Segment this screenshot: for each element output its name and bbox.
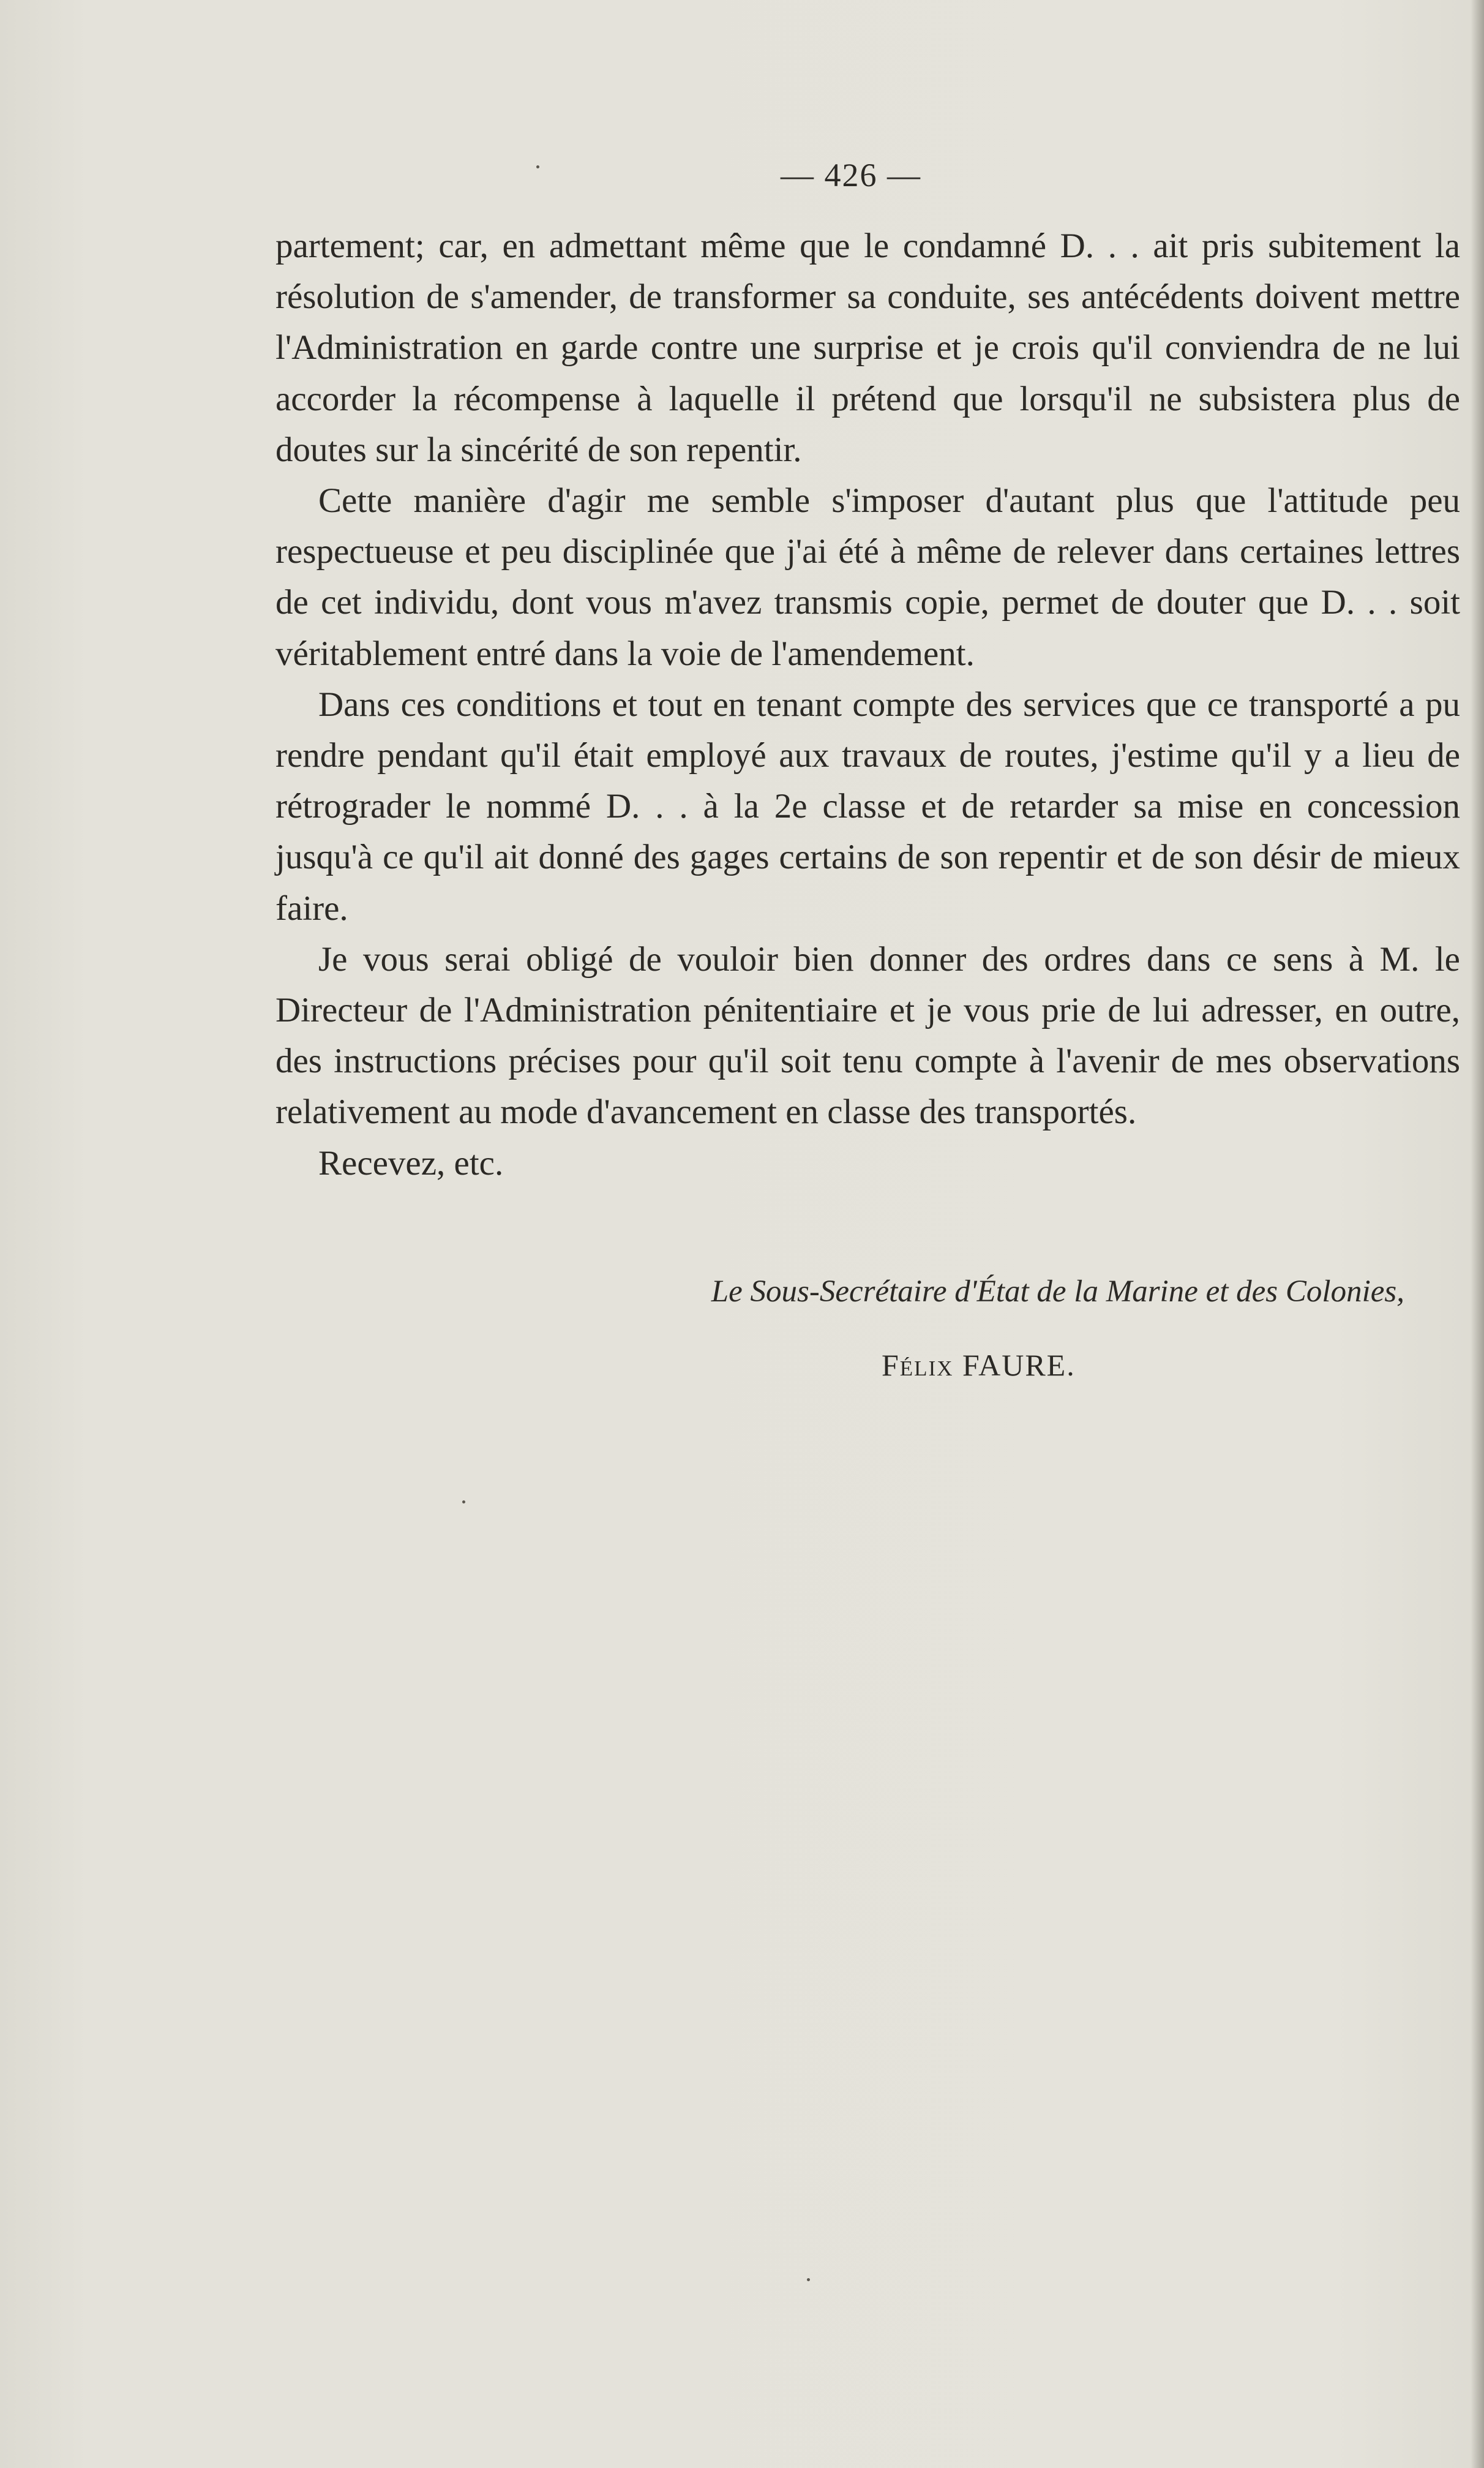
paper-speck	[536, 165, 539, 168]
signature-first-name: Félix	[882, 1348, 954, 1382]
paragraph-2: Cette manière d'agir me semble s'imposer d'autant plus que l'attitude peu respectueuse et peu disciplinée que j'ai été à même de relever dans certaines lettres de cet individu, dont vous m'avez transmis copie, permet de douter que D. . . soit véritablement entré dans la voie de l'amendement.	[275, 481, 1460, 673]
signature-last-name: FAURE.	[962, 1348, 1076, 1382]
paragraph-3: Dans ces conditions et tout en tenant compte des services que ce transporté a pu rendre pendant qu'il était employé aux travaux de routes, j'estime qu'il y a lieu de rétrograder le nommé D. . . à la 2e classe et de retarder sa mise en concession jusqu'à ce qu'il ait donné des gages certains de son repentir et de son désir de mieux faire.	[275, 685, 1460, 928]
signature-role: Le Sous-Secrétaire d'État de la Marine et des Colonies,	[711, 1274, 1404, 1309]
page-number: — 426 —	[781, 157, 921, 194]
paper-speck	[807, 2278, 810, 2281]
signature-name	[882, 1347, 1076, 1383]
page-edge-shadow	[1471, 0, 1484, 2468]
closing-formula: Recevez, etc.	[318, 1143, 504, 1183]
paragraph-4: Je vous serai obligé de vouloir bien donner des ordres dans ce sens à M. le Directeur de l'Administration pénitentiaire et je vous prie de lui adresser, en outre, des instructions précises pour qu'il soit tenu compte à l'avenir de mes observations relativement au mode d'avancement en classe des transportés.	[275, 939, 1460, 1132]
paper-speck	[462, 1500, 465, 1503]
paragraph-1: partement; car, en admettant même que le condamné D. . . ait pris subitement la résolution de s'amender, de transformer sa conduite, ses antécédents doivent mettre l'Administration en garde contre une surprise et je crois qu'il conviendra de ne lui accorder la récompense à laquelle il prétend que lorsqu'il ne subsistera plus de doutes sur la sincérité de son repentir.	[275, 227, 1460, 469]
letter-body	[275, 220, 1460, 1189]
